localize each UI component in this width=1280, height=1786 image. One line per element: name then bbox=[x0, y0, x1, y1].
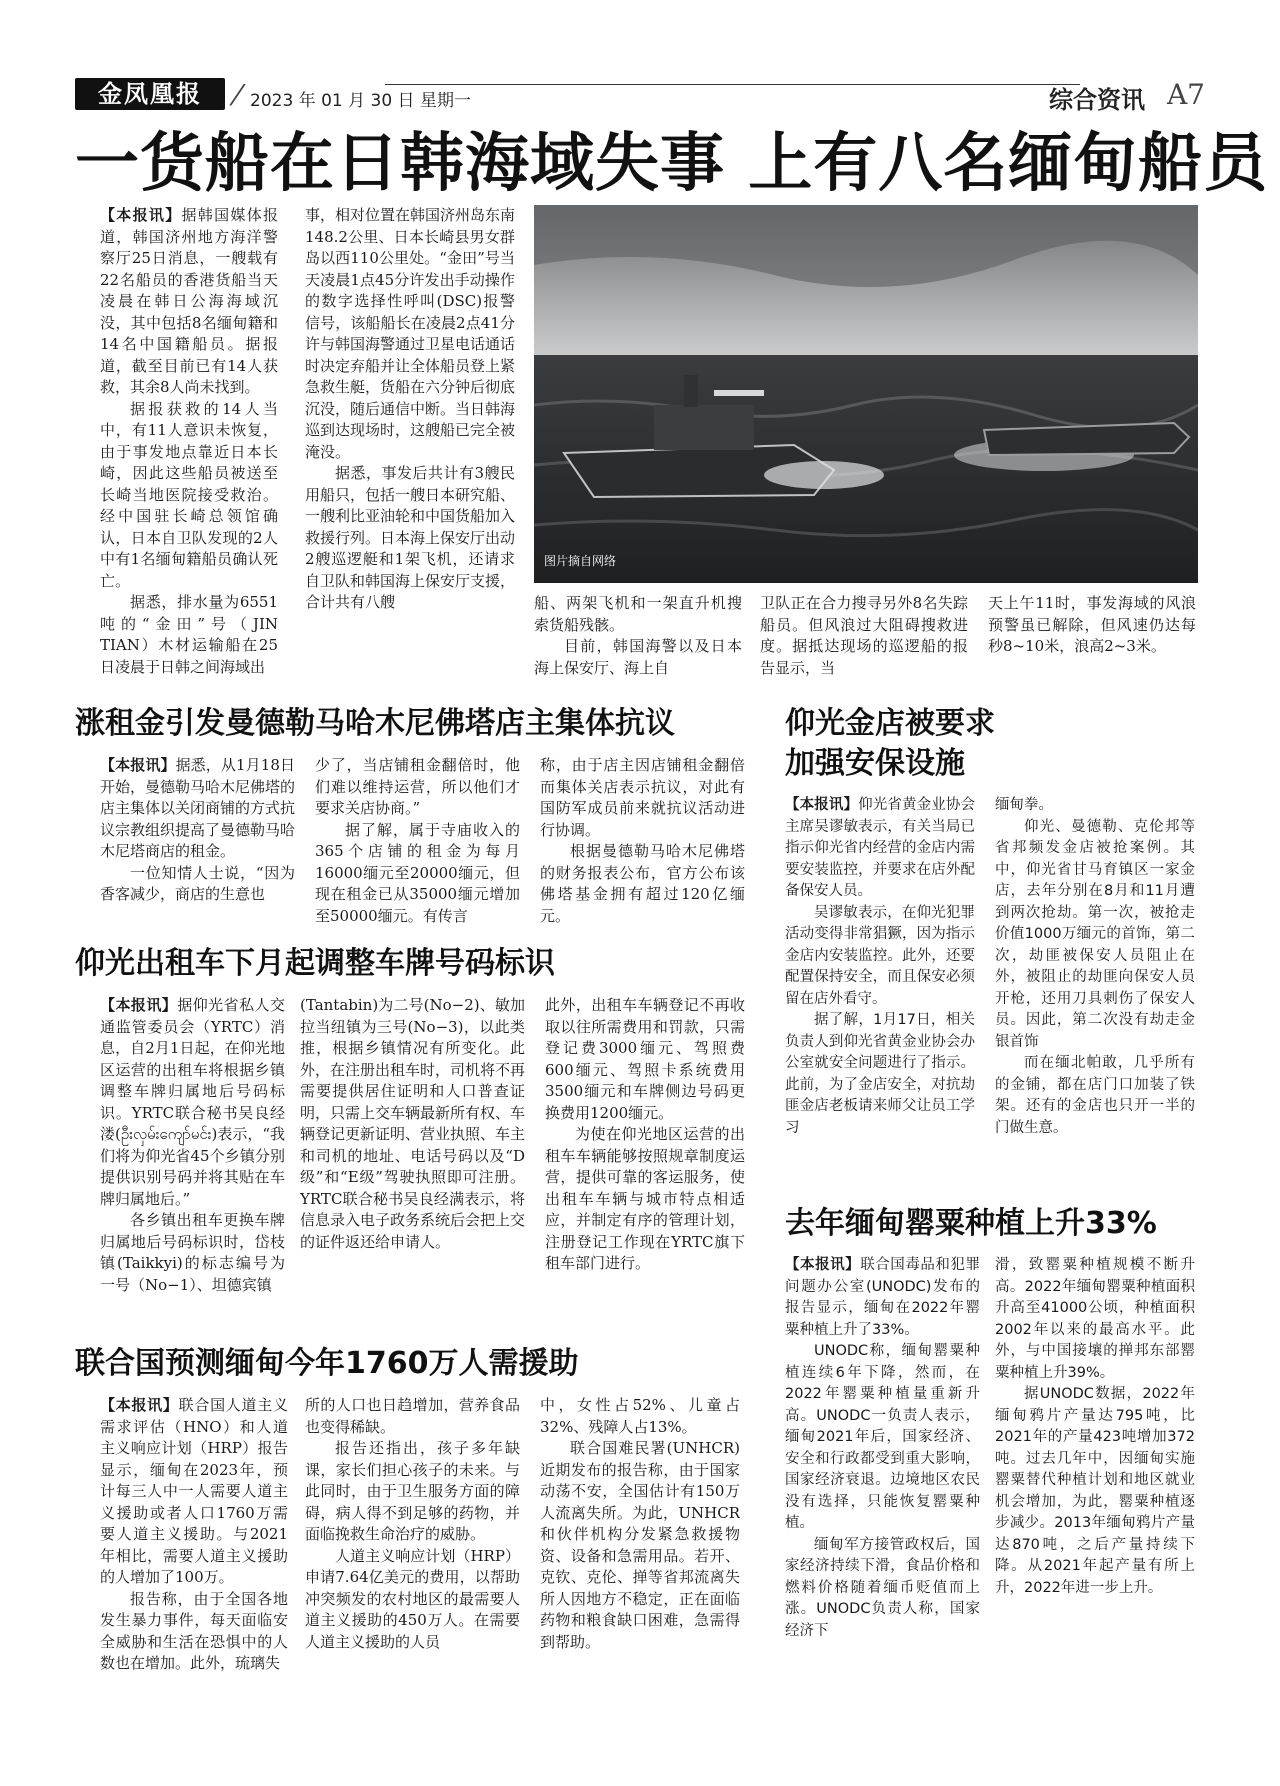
paragraph: 联合国难民署(UNHCR)近期发布的报告称，由于国家动荡不安，全国估计有150万人流离失所。为此，UNHCR和伙伴机构分发紧急救援物资、设备和急需用品。若开、克钦、克伦、掸等省邦流离失所人因地方不稳定，正在面临药物和粮食缺口困难，急需得到帮助。 bbox=[540, 1439, 740, 1651]
lead-story-col-5 bbox=[988, 593, 1196, 703]
paragraph: 目前，韩国海警以及日本海上保安厅、海上自 bbox=[534, 637, 742, 677]
paragraph: 联合国毒品和犯罪问题办公室(UNODC)发布的报告显示，缅甸在2022年罂粟种植上升了33%。 bbox=[785, 1257, 980, 1338]
paragraph: 卫队正在合力搜寻另外8名失踪船员。但风浪过大阻碍搜救进度。据抵达现场的巡逻船的报告显示，当 bbox=[760, 594, 968, 677]
issue-date: 2023 年 01 月 30 日 星期一 bbox=[250, 91, 471, 111]
newspaper-logo: 金凤凰报 bbox=[75, 78, 225, 110]
gold-story-col-1 bbox=[785, 795, 975, 1185]
masthead bbox=[75, 78, 1205, 114]
paragraph: 中，女性占52%、儿童占32%、残障人占13%。 bbox=[540, 1396, 740, 1436]
paragraph: 天上午11时，事发海域的风浪预警虽已解除，但风速仍达每秒8~10米，浪高2~3米。 bbox=[988, 594, 1196, 655]
rent-story-col-2 bbox=[315, 755, 520, 933]
lead-headline: 一货船在日韩海域失事 上有八名缅甸船员 bbox=[75, 127, 1269, 201]
paragraph: 根据曼德勒马哈木尼佛塔的财务报表公布，官方公布该佛塔基金拥有超过120亿缅元。 bbox=[540, 842, 745, 925]
paragraph: 仰光、曼德勒、克伦邦等省邦频发金店被抢案例。其中，仰光省甘马育镇区一家金店，去年分别在8月和11月遭到两次抢劫。第一次，被抢走价值1000万缅元的首饰，第二次，劫匪被保安人员阻止在外，被阻止的劫匪向保安人员开枪，还用刀具刺伤了保安人员。因此，第二次没有劫走金银首饰 bbox=[995, 818, 1195, 1050]
paragraph: 船、两架飞机和一架直升机搜索货船残骸。 bbox=[534, 594, 742, 634]
paragraph: 据悉，事发后共计有3艘民用船只，包括一艘日本研究船、一艘利比亚油轮和中国货船加入救援行列。日本海上保安厅出动2艘巡逻艇和1架飞机，还请求自卫队和韩国海上保安厅支援，合计共有八艘 bbox=[305, 464, 515, 611]
lead-story-col-4 bbox=[760, 593, 968, 703]
lead-tag: 【本报讯】 bbox=[100, 1396, 179, 1414]
page-number: A7 bbox=[1166, 78, 1205, 111]
gold-story-col-2 bbox=[995, 795, 1195, 1185]
un-story-col-1 bbox=[100, 1395, 288, 1740]
section-name: 综合资讯 bbox=[1049, 86, 1145, 114]
paragraph: 据了解，属于寺庙收入的365个店铺的租金为每月16000缅元至20000缅元，但现在租金已从35000缅元增加至50000缅元。有传言 bbox=[315, 820, 520, 925]
paragraph: 报告还指出，孩子多年缺课，家长们担心孩子的未来。与此同时，由于卫生服务方面的障碍，病人得不到足够的药物，并面临挽救生命治疗的威胁。 bbox=[305, 1439, 520, 1543]
taxi-story-headline: 仰光出租车下月起调整车牌号码标识 bbox=[75, 946, 555, 981]
poppy-story-headline: 去年缅甸罂粟种植上升33% bbox=[785, 1206, 1157, 1241]
paragraph: 据了解，1月17日，相关负责人到仰光省黄金业协会办公室就安全问题进行了指示。此前，为了金店安全，对抗劫匪金店老板请来师父让员工学习 bbox=[785, 1012, 975, 1136]
paragraph: 缅甸军方接管政权后，国家经济持续下滑，食品价格和燃料价格随着缅币贬值而上涨。UNODC负责人称，国家经济下 bbox=[785, 1536, 980, 1639]
paragraph: (Tantabin)为二号(No−2)、敏加拉当纽镇为三号(No−3)，以此类推，根据乡镇情况有所变化。此外，在注册出租车时，司机将不再需要提供居住证明和人口普查证明，只需上交车辆最新所有权、车辆登记更新证明、营业执照、车主和司机的地址、电话号码以及“D级”和“E级”驾驶执照即可注册。YRTC联合秘书吴良经满表示，将信息录入电子政务系统后会把上交的证件返还给申请人。 bbox=[300, 996, 525, 1251]
paragraph: 据悉，从1月18日开始，曼德勒马哈木尼佛塔的店主集体以关闭商铺的方式抗议宗教组织提高了曼德勒马哈木尼塔商店的租金。 bbox=[100, 756, 295, 860]
lead-tag: 【本报讯】 bbox=[100, 206, 182, 224]
masthead-rule bbox=[385, 84, 1080, 85]
paragraph: 滑，致罂粟种植规模不断升高。2022年缅甸罂粟种植面积升高至41000公顷，种植面积2002年以来的最高水平。此外，与中国接壤的掸邦东部罂粟种植上升39%。 bbox=[995, 1257, 1195, 1381]
rent-story-col-1 bbox=[100, 755, 295, 933]
lead-tag: 【本报讯】 bbox=[785, 1257, 861, 1273]
rescue-boat-photo bbox=[534, 205, 1198, 583]
paragraph: 而在缅北帕敢，几乎所有的金铺，都在店门口加装了铁架。还有的金店也只开一半的门做生意。 bbox=[995, 1055, 1195, 1136]
lead-tag: 【本报讯】 bbox=[100, 996, 178, 1014]
rent-story-col-3 bbox=[540, 755, 745, 933]
paragraph: 据韩国媒体报道，韩国济州地方海洋警察厅25日消息，一艘载有22名船员的香港货船当天凌晨在韩日公海海域沉没，其中包括8名缅甸籍和14名中国籍船员。据报道，截至目前已有14人获救，其余8人尚未找到。 bbox=[100, 206, 278, 396]
paragraph: 吴谬敏表示，在仰光犯罪活动变得非常猖獗，因为指示金店内安装监控。此外，还要配置保持安全，而且保安必须留在店外看守。 bbox=[785, 904, 975, 1007]
paragraph: 各乡镇出租车更换车牌归属地后号码标识时，岱枝镇(Taikkyi)的标志编号为一号（No−1）、坦德宾镇 bbox=[100, 1211, 285, 1294]
paragraph: 据报获救的14人当中，有11人意识未恢复，由于事发地点靠近日本长崎，因此这些船员被送至长崎当地医院接受救治。经中国驻长崎总领馆确认，日本自卫队发现的2人中有1名缅甸籍船员确认死亡。 bbox=[100, 399, 278, 590]
taxi-story-col-1 bbox=[100, 995, 285, 1338]
lead-story-col-1 bbox=[100, 205, 278, 700]
paragraph: 一位知情人士说，“因为香客减少，商店的生意也 bbox=[100, 863, 295, 903]
lead-story-col-2 bbox=[305, 205, 515, 700]
un-story-col-3 bbox=[540, 1395, 740, 1740]
paragraph: 所的人口也日趋增加，营养食品也变得稀缺。 bbox=[305, 1396, 520, 1436]
paragraph: 缅甸拳。 bbox=[995, 797, 1053, 813]
paragraph: 联合国人道主义需求评估（HNO）和人道主义响应计划（HRP）报告显示，缅甸在2023年，预计每三人中一人需要人道主义援助或者人口1760万需要人道主义援助。与2021年相比，需要人道主义援助的人增加了100万。 bbox=[100, 1396, 288, 1586]
lead-photo bbox=[534, 205, 1198, 583]
taxi-story-col-2 bbox=[300, 995, 525, 1338]
paragraph: 人道主义响应计划（HRP）申请7.64亿美元的费用，以帮助冲突频发的农村地区的最需要人道主义援助的450万人。在需要人道主义援助的人员 bbox=[305, 1546, 520, 1651]
un-story-headline: 联合国预测缅甸今年1760万人需援助 bbox=[75, 1346, 579, 1381]
taxi-story-col-3 bbox=[545, 995, 745, 1338]
poppy-story-col-1 bbox=[785, 1255, 980, 1745]
paragraph: 为使在仰光地区运营的出租车车辆能够按照规章制度运营，提供可靠的客运服务，使出租车车辆与城市特点相适应，并制定有序的管理计划，注册登记工作现在YRTC旗下租车部门进行。 bbox=[545, 1125, 745, 1272]
paragraph: 少了，当店铺租金翻倍时，他们难以维持运营，所以他们才要求关店协商。” bbox=[315, 756, 520, 817]
paragraph: 据悉，排水量为6551吨的“金田”号（JIN TIAN）木材运输船在25日凌晨于日韩之间海域出 bbox=[100, 593, 278, 676]
gold-story-headline-line-1: 仰光金店被要求 bbox=[785, 706, 995, 741]
paragraph: 据UNODC数据，2022年缅甸鸦片产量达795吨，比2021年的产量423吨增加372吨。过去几年中，因缅甸实施罂粟替代种植计划和地区就业机会增加，为此，罂粟种植逐步减少。2013年缅甸鸦片产量达870吨，之后产量持续下降。从2021年起产量有所上升，2022年进一步上升。 bbox=[995, 1386, 1195, 1596]
paragraph: 称，由于店主因店铺租金翻倍而集体关店表示抗议，对此有国防军成员前来就抗议活动进行协调。 bbox=[540, 756, 745, 839]
lead-tag: 【本报讯】 bbox=[100, 756, 176, 774]
gold-story-headline-line-2: 加强安保设施 bbox=[785, 746, 965, 781]
poppy-story-col-2 bbox=[995, 1255, 1195, 1745]
paragraph: 事，相对位置在韩国济州岛东南148.2公里、日本长崎县男女群岛以西110公里处。“金田”号当天凌晨1点45分许发出手动操作的数字选择性呼叫(DSC)报警信号，该船船长在凌晨2点41分许与韩国海警通过卫星电话通话时决定弃船并让全体船员登上紧急救生艇，货船在六分钟后彻底沉没，随后通信中断。当日韩海巡到达现场时，这艘船已完全被淹没。 bbox=[305, 206, 515, 461]
paragraph: 报告称，由于全国各地发生暴力事件，每天面临安全威胁和生活在恐惧中的人数也在增加。此外，琉璃失 bbox=[100, 1589, 288, 1672]
paragraph: 仰光省黄金业协会主席吴谬敏表示，有关当局已指示仰光省内经营的金店内需要安装监控，并要求在店外配备保安人员。 bbox=[785, 797, 975, 899]
paragraph: UNODC称，缅甸罂粟种植连续6年下降，然而，在2022年罂粟种植量重新升高。UNODC一负责人表示，缅甸2021年后，国家经济、安全和行政都受到重大影响，国家经济衰退。边境地区农民没有选择，只能恢复罂粟种植。 bbox=[785, 1343, 980, 1531]
masthead-slash: / bbox=[227, 80, 248, 110]
paragraph: 据仰光省私人交通监管委员会（YRTC）消息，自2月1日起，在仰光地区运营的出租车将根据乡镇调整车牌归属地后号码标识。YRTC联合秘书吴良经溇(ဦးလှမ်းကျော်မင်း)表示，“我们将为仰光省45个乡镇分别提供识别号码并将其贴在车牌归属地后。” bbox=[100, 996, 285, 1208]
photo-caption: 图片摘自网络 bbox=[544, 554, 617, 568]
rent-story-headline: 涨租金引发曼德勒马哈木尼佛塔店主集体抗议 bbox=[75, 706, 675, 741]
paragraph: 此外，出租车车辆登记不再收取以往所需费用和罚款，只需登记费3000缅元、驾照费600缅元、驾照卡系统费用3500缅元和车牌侧边号码更换费用1200缅元。 bbox=[545, 996, 745, 1122]
lead-story-col-3 bbox=[534, 593, 742, 703]
un-story-col-2 bbox=[305, 1395, 520, 1740]
lead-tag: 【本报讯】 bbox=[785, 797, 859, 813]
